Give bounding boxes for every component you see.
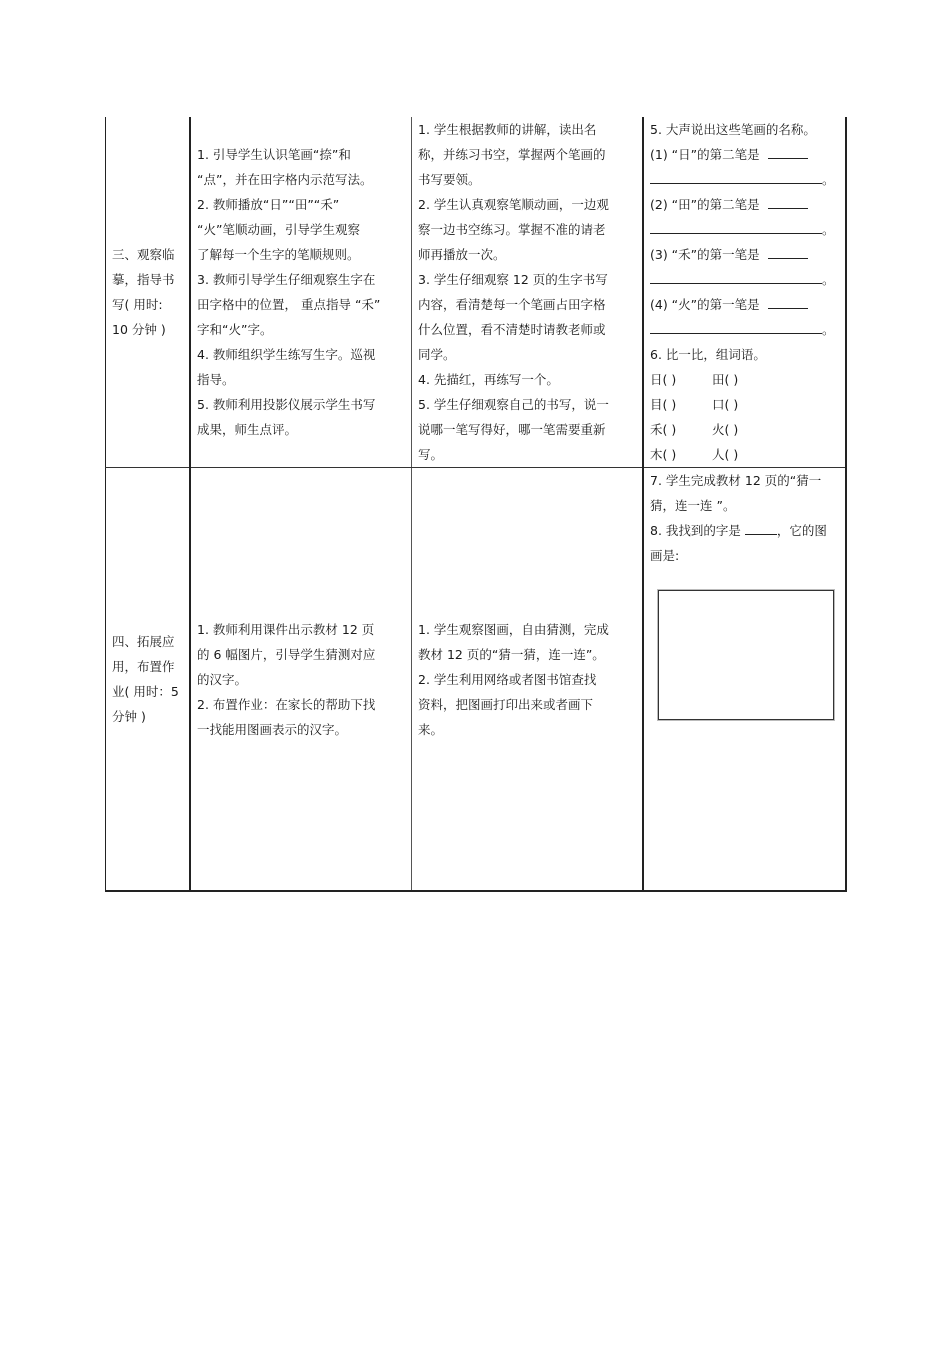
- student-text: 师再播放一次。: [418, 247, 506, 262]
- word-blank[interactable]: 火( ): [712, 422, 739, 437]
- word-blank[interactable]: 田( ): [712, 372, 739, 387]
- teacher-text: 字和“火”字。: [197, 322, 273, 337]
- teacher-activity-cell: [190, 468, 412, 892]
- word-blank[interactable]: 口( ): [712, 397, 739, 412]
- lesson-plan-table: [105, 117, 847, 892]
- word-pair: [650, 417, 841, 442]
- stage-text: 用，布置作: [112, 659, 175, 674]
- stage-text: 10 分钟 ): [112, 322, 166, 337]
- word-blank[interactable]: 人( ): [712, 447, 739, 462]
- student-text: 书写要领。: [418, 172, 481, 187]
- word-pair: [650, 442, 841, 467]
- stroke-question-text: (1) “日”的第二笔是: [650, 147, 760, 162]
- period: 。: [822, 172, 835, 187]
- stroke-question-text: (2) “田”的第二笔是: [650, 197, 760, 212]
- stage-cell: [106, 117, 191, 468]
- answer-blank[interactable]: [768, 144, 808, 159]
- student-text: 说哪一笔写得好，哪一笔需要重新: [418, 422, 606, 437]
- answer-line: [650, 217, 841, 242]
- teacher-text: “点”，并在田字格内示范写法。: [197, 172, 373, 187]
- stroke-question: [650, 192, 841, 217]
- stage-text: 写( 用时:: [112, 297, 163, 312]
- word-pair: [650, 392, 841, 417]
- student-text: 察一边书空练习。掌握不准的请老: [418, 222, 606, 237]
- stage-text: 三、观察临: [112, 247, 175, 262]
- teacher-text: 3. 教师引导学生仔细观察生字在: [197, 272, 376, 287]
- table-row-stage-3: [106, 117, 847, 468]
- exercise-q7: 猜，连一连 ”。: [650, 498, 736, 513]
- student-text: 1. 学生根据教师的讲解，读出名: [418, 122, 597, 137]
- word-blank[interactable]: 禾( ): [650, 422, 677, 437]
- exercise-cell: [643, 117, 846, 468]
- answer-blank[interactable]: [745, 520, 777, 535]
- student-text: 1. 学生观察图画，自由猜测，完成: [418, 621, 609, 637]
- period: 。: [822, 272, 835, 287]
- student-text: 同学。: [418, 347, 456, 362]
- exercise-q8-prefix: 8. 我找到的字是: [650, 523, 741, 538]
- teacher-text: 了解每一个生字的笔顺规则。: [197, 247, 360, 262]
- teacher-activity-cell: [190, 117, 412, 468]
- drawing-box[interactable]: [658, 590, 834, 720]
- student-text: 来。: [418, 721, 444, 737]
- word-blank[interactable]: 日( ): [650, 372, 677, 387]
- exercise-cell: [643, 468, 846, 892]
- exercise-q7: 7. 学生完成教材 12 页的“猜一: [650, 473, 822, 488]
- student-text: 资料，把图画打印出来或者画下: [418, 696, 594, 712]
- exercise-q8-line2: 画是:: [650, 548, 680, 563]
- student-text: 4. 先描红，再练写一个。: [418, 372, 559, 387]
- teacher-text: 成果，师生点评。: [197, 422, 298, 437]
- answer-line: [650, 317, 841, 342]
- word-pair: [650, 367, 841, 392]
- exercise-q6-title: 6. 比一比，组词语。: [650, 347, 766, 362]
- stage-text: 分钟 ): [112, 709, 146, 724]
- answer-line: [650, 167, 841, 192]
- answer-blank[interactable]: [650, 269, 822, 284]
- teacher-text: 的汉字。: [197, 671, 248, 687]
- student-activity-cell: [412, 117, 644, 468]
- word-blank[interactable]: 木( ): [650, 447, 677, 462]
- teacher-text: 4. 教师组织学生练写生字。巡视: [197, 347, 376, 362]
- student-text: 2. 学生认真观察笔顺动画，一边观: [418, 197, 609, 212]
- stroke-question-text: (3) “禾”的第一笔是: [650, 247, 760, 262]
- teacher-text: 田字格中的位置， 重点指导 “禾”: [197, 297, 381, 312]
- teacher-text: 一找能用图画表示的汉字。: [197, 721, 348, 737]
- stage-text: 业( 用时：5: [112, 684, 179, 699]
- answer-blank[interactable]: [650, 219, 822, 234]
- teacher-text: 1. 引导学生认识笔画“捺”和: [197, 147, 351, 162]
- answer-blank[interactable]: [768, 194, 808, 209]
- stroke-question: [650, 292, 841, 317]
- answer-blank[interactable]: [650, 319, 822, 334]
- answer-blank[interactable]: [650, 169, 822, 184]
- student-text: 内容，看清楚每一个笔画占田字格: [418, 297, 606, 312]
- stage-cell: [106, 468, 191, 892]
- stage-text: 摹，指导书: [112, 272, 175, 287]
- exercise-q8: [650, 518, 841, 543]
- exercise-q8-suffix: ，它的图: [776, 523, 827, 538]
- teacher-text: 的 6 幅图片，引导学生猜测对应: [197, 646, 376, 662]
- teacher-text: 2. 布置作业：在家长的帮助下找: [197, 696, 376, 712]
- stroke-question: [650, 242, 841, 267]
- stroke-question-text: (4) “火”的第一笔是: [650, 297, 760, 312]
- answer-line: [650, 267, 841, 292]
- stroke-question: [650, 142, 841, 167]
- student-text: 3. 学生仔细观察 12 页的生字书写: [418, 272, 608, 287]
- answer-blank[interactable]: [768, 244, 808, 259]
- exercise-q5-title: 5. 大声说出这些笔画的名称。: [650, 122, 816, 137]
- student-activity-cell: [412, 468, 644, 892]
- teacher-text: 1. 教师利用课件出示教材 12 页: [197, 621, 375, 637]
- student-text: 写。: [418, 447, 444, 462]
- student-text: 称，并练习书空，掌握两个笔画的: [418, 147, 606, 162]
- stage-text: 四、拓展应: [112, 634, 175, 649]
- teacher-text: 5. 教师利用投影仪展示学生书写: [197, 397, 376, 412]
- teacher-text: “火”笔顺动画，引导学生观察: [197, 222, 360, 237]
- table-row-stage-4: [106, 468, 847, 892]
- student-text: 教材 12 页的“猜一猜，连一连”。: [418, 646, 605, 662]
- teacher-text: 指导。: [197, 372, 235, 387]
- teacher-text: 2. 教师播放“日”“田”“禾”: [197, 197, 340, 212]
- student-text: 5. 学生仔细观察自己的书写，说一: [418, 397, 609, 412]
- period: 。: [822, 222, 835, 237]
- answer-blank[interactable]: [768, 294, 808, 309]
- period: 。: [822, 322, 835, 337]
- student-text: 什么位置，看不清楚时请教老师或: [418, 322, 606, 337]
- student-text: 2. 学生利用网络或者图书馆查找: [418, 671, 597, 687]
- word-blank[interactable]: 目( ): [650, 397, 677, 412]
